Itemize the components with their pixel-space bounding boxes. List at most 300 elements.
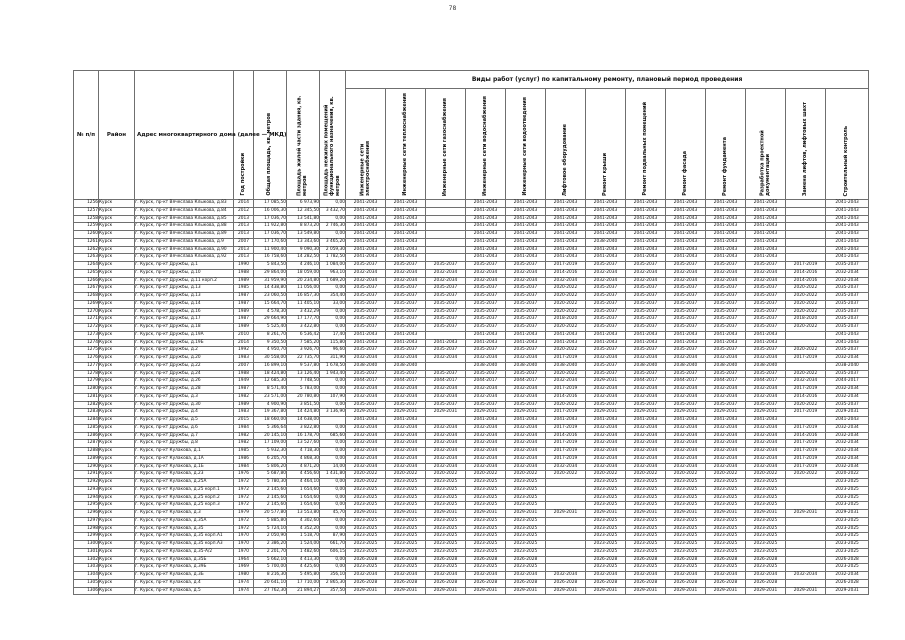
- cell-work-period: 2041-2043: [506, 200, 546, 208]
- cell-work-period: 2026-2028: [746, 556, 786, 564]
- cell-work-period: 2029-2031: [506, 510, 546, 518]
- cell-work-period: [546, 541, 586, 549]
- cell-work-period: 2023-2025: [666, 486, 706, 494]
- cell-work-period: 2032-2034: [746, 440, 786, 448]
- cell-work-period: 2041-2043: [386, 238, 426, 246]
- cell-work-period: 2035-2037: [746, 262, 786, 270]
- cell-work-period: 2038-2040: [506, 362, 546, 370]
- table-row: [74, 300, 869, 308]
- cell-district: Курск: [99, 277, 135, 285]
- col-header-district: Район: [99, 71, 135, 200]
- cell-work-period: 2041-2043: [506, 254, 546, 262]
- cell-num: 1293: [74, 486, 99, 494]
- cell-work-period: 2035-2037: [826, 370, 869, 378]
- cell-work-period: 2041-2043: [506, 417, 546, 425]
- cell-address: г. Курск, пр-кт Дружбы, д.28: [135, 386, 234, 394]
- cell-total-area: 29 864,00: [254, 269, 287, 277]
- cell-work-period: 2044-2017: [346, 378, 386, 386]
- cell-work-period: 2044-2017: [466, 378, 506, 386]
- cell-work-period: 2020-2022: [786, 471, 826, 479]
- cell-district: Курск: [99, 471, 135, 479]
- cell-work-period: 2041-2043: [386, 207, 426, 215]
- cell-year: 2012: [234, 207, 254, 215]
- cell-address: г. Курск, пр-кт Вячеслава Клыкова, д.88: [135, 223, 234, 231]
- cell-num: 1287: [74, 440, 99, 448]
- cell-work-period: 2029-2031: [786, 587, 826, 595]
- cell-total-area: 8 261,70: [254, 331, 287, 339]
- cell-total-area: 20 641,10: [254, 579, 287, 587]
- table-row: [74, 455, 869, 463]
- cell-work-period: 2032-2034: [506, 355, 546, 363]
- cell-district: Курск: [99, 238, 135, 246]
- cell-work-period: 2017-2019: [786, 409, 826, 417]
- cell-work-period: 2023-2025: [346, 548, 386, 556]
- works-group-header: Виды работ (услуг) по капитальному ремонту, плановый период проведения: [346, 71, 869, 89]
- cell-year: 1970: [234, 541, 254, 549]
- cell-work-period: 2044-2017: [626, 378, 666, 386]
- cell-nonliving-area: 0,00: [320, 378, 346, 386]
- cell-work-period: 2035-2037: [746, 300, 786, 308]
- cell-work-period: [546, 548, 586, 556]
- cell-work-period: 2032-2034: [506, 393, 546, 401]
- cell-work-period: 2035-2037: [506, 285, 546, 293]
- cell-living-area: 14 638,00: [287, 417, 320, 425]
- cell-work-period: [426, 417, 466, 425]
- cell-work-period: 2035-2037: [386, 324, 426, 332]
- cell-work-period: [786, 579, 826, 587]
- cell-work-period: 2020-2022: [706, 471, 746, 479]
- cell-work-period: [786, 200, 826, 208]
- cell-work-period: 2032-2034: [386, 393, 426, 401]
- cell-work-period: 2041-2043: [466, 223, 506, 231]
- cell-living-area: 4 413,30: [287, 556, 320, 564]
- cell-work-period: 2035-2037: [746, 324, 786, 332]
- cell-total-area: 14 438,80: [254, 285, 287, 293]
- cell-work-period: 2035-2037: [626, 324, 666, 332]
- cell-total-area: 31 959,90: [254, 277, 287, 285]
- cell-work-period: 2032-2034: [746, 448, 786, 456]
- cell-work-period: 2041-2043: [586, 215, 626, 223]
- cell-district: Курск: [99, 200, 135, 208]
- cell-living-area: 12 345,50: [287, 207, 320, 215]
- cell-work-period: 2023-2025: [626, 533, 666, 541]
- cell-year: 1976: [234, 471, 254, 479]
- cell-work-period: 2041-2043: [466, 238, 506, 246]
- cell-work-period: 2023-2025: [706, 494, 746, 502]
- cell-work-period: [786, 533, 826, 541]
- cell-work-period: 2032-2034: [826, 424, 869, 432]
- table-row: [74, 347, 869, 355]
- cell-address: г. Курск, пр-кт Кулакова, д.3: [135, 510, 234, 518]
- cell-year: 1979: [234, 510, 254, 518]
- cell-district: Курск: [99, 440, 135, 448]
- table-row: [74, 285, 869, 293]
- cell-year: 1969: [234, 564, 254, 572]
- col-header-work: Замена лифтов, лифтовых шахт: [786, 89, 826, 200]
- cell-total-area: 5 932,30: [254, 448, 287, 456]
- cell-work-period: 2041-2043: [706, 238, 746, 246]
- cell-year: 1982: [234, 393, 254, 401]
- table-row: [74, 246, 869, 254]
- cell-work-period: 2029-2031: [586, 378, 626, 386]
- cell-work-period: 2023-2025: [386, 502, 426, 510]
- cell-address: г. Курск, пр-кт Дружбы, д.18: [135, 324, 234, 332]
- cell-nonliving-area: 2 059,30: [320, 246, 346, 254]
- cell-work-period: [786, 238, 826, 246]
- cell-living-area: 4 352,20: [287, 525, 320, 533]
- table-header: [74, 71, 869, 200]
- cell-living-area: 3 926,70: [287, 347, 320, 355]
- cell-work-period: 2032-2034: [826, 277, 869, 285]
- cell-work-period: 2023-2025: [426, 517, 466, 525]
- table-row: [74, 417, 869, 425]
- cell-work-period: 2020-2022: [786, 293, 826, 301]
- cell-district: Курск: [99, 215, 135, 223]
- cell-year: 1989: [234, 324, 254, 332]
- cell-work-period: 2041-2043: [346, 331, 386, 339]
- cell-district: Курск: [99, 293, 135, 301]
- cell-num: 1300: [74, 541, 99, 549]
- cell-work-period: 2041-2043: [466, 331, 506, 339]
- cell-work-period: [546, 533, 586, 541]
- cell-work-period: 2023-2025: [346, 533, 386, 541]
- cell-work-period: 2032-2034: [626, 269, 666, 277]
- cell-work-period: 2032-2034: [586, 386, 626, 394]
- cell-work-period: 2023-2025: [706, 533, 746, 541]
- cell-total-area: 19 367,80: [254, 409, 287, 417]
- cell-work-period: 2020-2022: [546, 324, 586, 332]
- cell-work-period: 2035-2037: [506, 347, 546, 355]
- cell-nonliving-area: 3 432,70: [320, 207, 346, 215]
- cell-num: 1271: [74, 316, 99, 324]
- cell-work-period: 2032-2034: [346, 440, 386, 448]
- cell-work-period: 2014-2016: [786, 269, 826, 277]
- cell-work-period: 2041-2043: [666, 238, 706, 246]
- cell-nonliving-area: 0,00: [320, 285, 346, 293]
- cell-work-period: 2017-2019: [546, 355, 586, 363]
- cell-num: 1278: [74, 370, 99, 378]
- cell-total-area: 9 350,50: [254, 339, 287, 347]
- cell-work-period: 2023-2025: [466, 564, 506, 572]
- cell-work-period: 2023-2025: [586, 548, 626, 556]
- cell-work-period: 2032-2034: [346, 432, 386, 440]
- cell-work-period: 2023-2025: [626, 517, 666, 525]
- cell-address: г. Курск, пр-кт Дружбы, д.17: [135, 316, 234, 324]
- cell-work-period: 2035-2037: [586, 316, 626, 324]
- cell-year: 1985: [234, 285, 254, 293]
- cell-work-period: 2035-2037: [586, 370, 626, 378]
- cell-work-period: 2032-2034: [706, 355, 746, 363]
- cell-work-period: [546, 479, 586, 487]
- table-row: [74, 409, 869, 417]
- cell-work-period: 2041-2043: [666, 246, 706, 254]
- col-header-work: Инженерные сети теплоснабжения: [386, 89, 426, 200]
- cell-work-period: 2035-2037: [586, 300, 626, 308]
- cell-nonliving-area: 45,70: [320, 510, 346, 518]
- table-row: [74, 556, 869, 564]
- cell-work-period: 2041-2043: [666, 200, 706, 208]
- cell-work-period: 2023-2025: [626, 541, 666, 549]
- cell-work-period: 2035-2037: [386, 308, 426, 316]
- cell-work-period: 2041-2043: [746, 238, 786, 246]
- table-row: [74, 471, 869, 479]
- table-row: [74, 494, 869, 502]
- table-row: [74, 393, 869, 401]
- cell-work-period: 2029-2031: [386, 587, 426, 595]
- cell-work-period: 2041-2043: [626, 339, 666, 347]
- cell-address: г. Курск, пр-кт Вячеслава Клыкова, д.83: [135, 200, 234, 208]
- cell-work-period: 2041-2043: [626, 207, 666, 215]
- cell-work-period: 2026-2028: [466, 579, 506, 587]
- cell-work-period: 2023-2025: [706, 517, 746, 525]
- cell-work-period: 2038-2040: [546, 362, 586, 370]
- cell-work-period: 2035-2037: [586, 308, 626, 316]
- table-row: [74, 262, 869, 270]
- cell-address: г. Курск, пр-кт Кулакова, д.1А: [135, 455, 234, 463]
- cell-work-period: 2020-2022: [746, 471, 786, 479]
- cell-work-period: 2035-2037: [426, 285, 466, 293]
- cell-nonliving-area: 107,90: [320, 393, 346, 401]
- cell-work-period: 2041-2043: [386, 254, 426, 262]
- table-row: [74, 200, 869, 208]
- cell-work-period: 2029-2031: [626, 409, 666, 417]
- cell-work-period: 2017-2019: [786, 386, 826, 394]
- cell-living-area: 14 282,50: [287, 254, 320, 262]
- cell-work-period: 2032-2034: [426, 463, 466, 471]
- cell-work-period: 2041-2043: [546, 246, 586, 254]
- cell-nonliving-area: 0,00: [320, 231, 346, 239]
- cell-work-period: 2029-2031: [386, 409, 426, 417]
- cell-work-period: 2032-2034: [466, 393, 506, 401]
- cell-work-period: 2035-2037: [386, 262, 426, 270]
- cell-work-period: 2023-2025: [426, 564, 466, 572]
- cell-living-area: 17 177,70: [287, 316, 320, 324]
- cell-work-period: [426, 331, 466, 339]
- cell-living-area: 1 654,60: [287, 502, 320, 510]
- cell-work-period: 2032-2034: [346, 455, 386, 463]
- cell-work-period: 2032-2034: [746, 355, 786, 363]
- cell-work-period: 2032-2034: [386, 463, 426, 471]
- cell-work-period: 2044-2017: [386, 378, 426, 386]
- cell-work-period: 2035-2037: [426, 401, 466, 409]
- cell-work-period: 2023-2025: [506, 517, 546, 525]
- cell-work-period: 2041-2043: [706, 207, 746, 215]
- cell-work-period: 2032-2034: [786, 572, 826, 580]
- cell-work-period: 2020-2022: [786, 401, 826, 409]
- cell-num: 1288: [74, 448, 99, 456]
- cell-year: 1986: [234, 455, 254, 463]
- table-row: [74, 517, 869, 525]
- cell-num: 1302: [74, 556, 99, 564]
- cell-work-period: 2023-2025: [826, 564, 869, 572]
- cell-district: Курск: [99, 548, 135, 556]
- cell-work-period: 2032-2034: [426, 572, 466, 580]
- cell-year: 2013: [234, 215, 254, 223]
- cell-district: Курск: [99, 502, 135, 510]
- table-row: [74, 533, 869, 541]
- cell-work-period: 2032-2034: [706, 386, 746, 394]
- cell-work-period: 2035-2037: [426, 370, 466, 378]
- cell-work-period: 2020-2022: [546, 308, 586, 316]
- cell-district: Курск: [99, 401, 135, 409]
- cell-work-period: 2017-2019: [786, 448, 826, 456]
- cell-work-period: 2035-2037: [466, 370, 506, 378]
- cell-nonliving-area: 0,00: [320, 308, 346, 316]
- col-header-year: Год постройки: [234, 71, 254, 200]
- table-row: [74, 316, 869, 324]
- cell-nonliving-area: 685,60: [320, 432, 346, 440]
- cell-year: 1972: [234, 525, 254, 533]
- cell-work-period: 2029-2031: [706, 587, 746, 595]
- cell-district: Курск: [99, 262, 135, 270]
- cell-nonliving-area: 115,80: [320, 339, 346, 347]
- cell-work-period: 2023-2025: [746, 517, 786, 525]
- cell-work-period: 2041-2043: [386, 246, 426, 254]
- cell-work-period: 2035-2037: [626, 293, 666, 301]
- cell-work-period: 2023-2025: [586, 564, 626, 572]
- cell-work-period: 2032-2034: [626, 424, 666, 432]
- col-header-nonliving-area: Площадь нежилых помещений функционального назначения, кв. метров: [320, 71, 346, 200]
- cell-work-period: 2032-2034: [586, 455, 626, 463]
- cell-year: 2014: [234, 200, 254, 208]
- cell-work-period: 2035-2037: [466, 347, 506, 355]
- cell-work-period: 2035-2037: [346, 300, 386, 308]
- cell-work-period: 2017-2019: [546, 409, 586, 417]
- cell-work-period: 2029-2031: [826, 510, 869, 518]
- table-row: [74, 525, 869, 533]
- cell-num: 1286: [74, 432, 99, 440]
- cell-work-period: 2041-2043: [386, 231, 426, 239]
- cell-work-period: 2041-2043: [666, 207, 706, 215]
- cell-num: 1298: [74, 525, 99, 533]
- cell-work-period: 2044-2017: [706, 378, 746, 386]
- cell-year: 1970: [234, 533, 254, 541]
- cell-work-period: 2035-2037: [586, 324, 626, 332]
- cell-living-area: 4 302,60: [287, 517, 320, 525]
- cell-work-period: 2032-2034: [666, 440, 706, 448]
- cell-total-area: 4 578,30: [254, 308, 287, 316]
- cell-work-period: 2044-2017: [506, 378, 546, 386]
- cell-work-period: 2035-2037: [666, 293, 706, 301]
- cell-work-period: 2041-2043: [466, 254, 506, 262]
- cell-work-period: 2026-2028: [826, 579, 869, 587]
- cell-nonliving-area: 0,00: [320, 424, 346, 432]
- cell-work-period: 2020-2022: [346, 471, 386, 479]
- cell-work-period: 2023-2025: [586, 486, 626, 494]
- cell-work-period: 2041-2043: [506, 238, 546, 246]
- cell-work-period: 2032-2034: [626, 432, 666, 440]
- cell-year: 1987: [234, 300, 254, 308]
- cell-year: 1989: [234, 277, 254, 285]
- cell-year: 1984: [234, 463, 254, 471]
- cell-work-period: 2017-2019: [546, 448, 586, 456]
- cell-work-period: 2032-2034: [826, 572, 869, 580]
- cell-work-period: [546, 494, 586, 502]
- cell-work-period: 2041-2043: [346, 238, 386, 246]
- cell-year: 1982: [234, 440, 254, 448]
- cell-work-period: 2035-2037: [706, 401, 746, 409]
- cell-year: 2007: [234, 238, 254, 246]
- cell-work-period: 2041-2043: [826, 238, 869, 246]
- cell-work-period: 2032-2034: [426, 269, 466, 277]
- cell-nonliving-area: 1 943,40: [320, 370, 346, 378]
- cell-address: г. Курск, пр-кт Дружбы, д.26: [135, 378, 234, 386]
- cell-address: г. Курск, пр-кт Вячеслава Клыкова, д.92: [135, 254, 234, 262]
- cell-nonliving-area: 356,10: [320, 572, 346, 580]
- cell-district: Курск: [99, 564, 135, 572]
- cell-district: Курск: [99, 207, 135, 215]
- cell-num: 1294: [74, 494, 99, 502]
- cell-work-period: 2023-2025: [426, 548, 466, 556]
- cell-work-period: 2041-2043: [666, 215, 706, 223]
- cell-work-period: 2041-2043: [506, 207, 546, 215]
- cell-work-period: 2032-2034: [386, 355, 426, 363]
- cell-num: 1275: [74, 347, 99, 355]
- cell-year: 1972: [234, 502, 254, 510]
- cell-work-period: 2023-2025: [666, 517, 706, 525]
- cell-work-period: 2023-2025: [626, 564, 666, 572]
- cell-work-period: 2029-2031: [466, 510, 506, 518]
- cell-work-period: 2020-2022: [386, 471, 426, 479]
- cell-work-period: 2026-2028: [466, 556, 506, 564]
- cell-work-period: 2035-2037: [826, 324, 869, 332]
- cell-total-area: 4 900,90: [254, 401, 287, 409]
- cell-nonliving-area: 0,00: [320, 215, 346, 223]
- cell-work-period: 2041-2043: [546, 238, 586, 246]
- table-row: [74, 424, 869, 432]
- cell-work-period: 2029-2031: [426, 587, 466, 595]
- cell-address: г. Курск, пр-кт Кулакова, д.25 корп.1: [135, 486, 234, 494]
- cell-work-period: 2023-2025: [746, 541, 786, 549]
- cell-work-period: 2032-2034: [346, 386, 386, 394]
- cell-living-area: 6 973,90: [287, 200, 320, 208]
- cell-work-period: 2035-2037: [746, 347, 786, 355]
- cell-year: 1987: [234, 293, 254, 301]
- cell-work-period: 2023-2025: [466, 486, 506, 494]
- cell-work-period: 2032-2034: [426, 386, 466, 394]
- cell-total-area: 20 577,80: [254, 510, 287, 518]
- cell-num: 1262: [74, 246, 99, 254]
- cell-work-period: 2023-2025: [346, 502, 386, 510]
- cell-living-area: 1 654,60: [287, 486, 320, 494]
- cell-work-period: 2038-2040: [706, 362, 746, 370]
- cell-work-period: 2023-2025: [506, 502, 546, 510]
- cell-living-area: 4 246,10: [287, 262, 320, 270]
- cell-work-period: [546, 517, 586, 525]
- cell-work-period: 2041-2043: [586, 231, 626, 239]
- cell-num: 1284: [74, 417, 99, 425]
- cell-address: г. Курск, пр-кт Кулакова, д.35-А/2: [135, 548, 234, 556]
- cell-work-period: 2038-2040: [826, 362, 869, 370]
- cell-work-period: 2018-2020: [546, 316, 586, 324]
- cell-work-period: 2032-2034: [466, 355, 506, 363]
- cell-work-period: 2026-2028: [346, 556, 386, 564]
- cell-work-period: 2035-2037: [586, 401, 626, 409]
- cell-work-period: 2032-2034: [666, 424, 706, 432]
- cell-work-period: 2041-2043: [746, 331, 786, 339]
- cell-address: г. Курск, пр-кт Дружбы, д.13: [135, 293, 234, 301]
- cell-work-period: 2041-2043: [346, 215, 386, 223]
- cell-address: г. Курск, пр-кт Кулакова, д.5: [135, 587, 234, 595]
- cell-living-area: 20 234,80: [287, 277, 320, 285]
- cell-district: Курск: [99, 378, 135, 386]
- cell-work-period: 2041-2043: [346, 231, 386, 239]
- cell-nonliving-area: 3 465,20: [320, 238, 346, 246]
- cell-work-period: 2023-2025: [386, 533, 426, 541]
- cell-work-period: 2035-2037: [506, 293, 546, 301]
- table-row: [74, 254, 869, 262]
- cell-work-period: 2023-2025: [586, 479, 626, 487]
